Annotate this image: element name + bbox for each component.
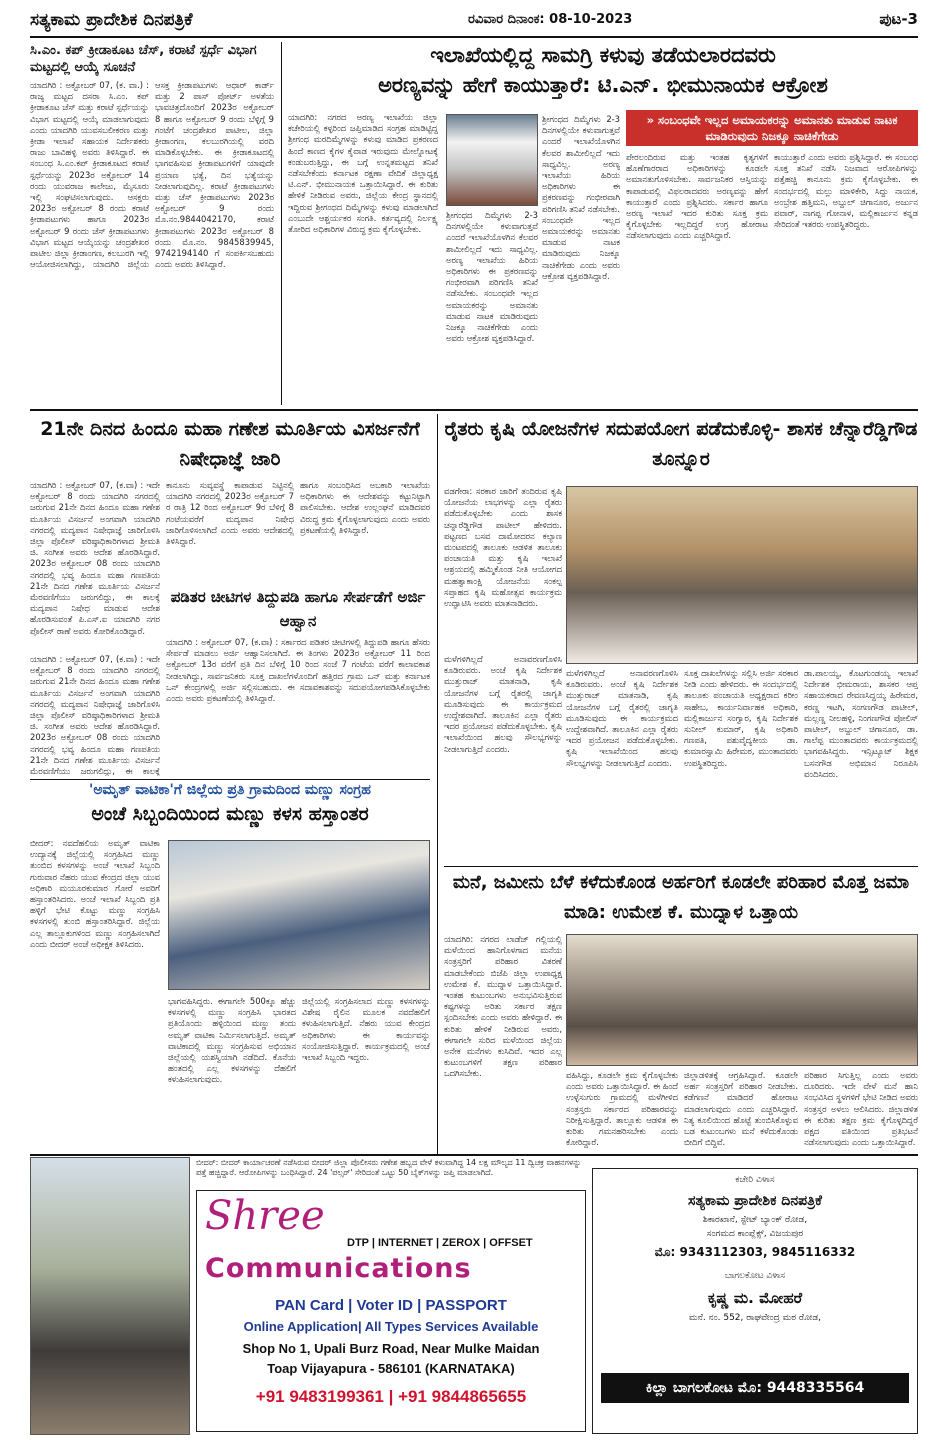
shree-communications-ad	[196, 1190, 586, 1432]
story-amrit-body-col3: ಜಿಲ್ಲೆಯಲ್ಲಿ ಸಂಗ್ರಹಿಸಲಾದ ಮಣ್ಣು ಕಳಸಗಳನ್ನು ವಿಶೇಷ ರೈಲಿನ ಮೂಲಕ ನವದೆಹಲಿಗೆ ಕಳುಹಿಸಲಾಗುತ್ತಿದೆ. ನೆಹರು ಯುವ ಕೇಂದ್ರದ ಅಧಿಕಾರಿಗಳು ಈ ಕಾರ್ಯವನ್ನು ಸಂಯೋಜಿಸುತ್ತಿದ್ದಾರೆ. ಕಾರ್ಯಕ್ರಮದಲ್ಲಿ ಅಂಚೆ ಇಲಾಖೆ ಸಿಬ್ಬಂದಿ ಇದ್ದರು.	[302, 996, 430, 1063]
story-forest-headline-2: ಅರಣ್ಯವನ್ನು ಹೇಗೆ ಕಾಯುತ್ತಾರೆ: ಟಿ.ಎನ್. ಭೀಮುನಾಯಕ ಆಕ್ರೋಶ	[378, 73, 828, 97]
portrait-photo	[446, 114, 538, 206]
story-ganesha-body-col1: ಯಾದಗಿರಿ : ಅಕ್ಟೋಬರ್ 07, (ಕ.ವಾ) : ಇದೇ ಅಕ್ಟೋಬರ್ 8 ರಂದು ಯಾದಗಿರಿ ನಗರದಲ್ಲಿ ಜರುಗುವ 21ನೇ ದಿನದ ಹಿಂದೂ ಮಹಾ ಗಣೇಶ ಮೂರ್ತಿಯ ವಿಸರ್ಜನೆ ಅಂಗವಾಗಿ ಯಾದಗಿರಿ ನಗರದಲ್ಲಿ ಮದ್ಯಪಾನ ನಿಷೇಧಾಜ್ಞೆ ಜಾರಿಗೊಳಿಸಿ ಜಿಲ್ಲಾ ಪೊಲೀಸ್ ವರಿಷ್ಠಾಧಿಕಾರಿಗಳಾದ ಶ್ರೀಮತಿ ಜಿ. ಸಂಗೀತ ಅವರು ಆದೇಶ ಹೊರಡಿಸಿದ್ದಾರೆ. 2023ರ ಅಕ್ಟೋಬರ್ 08 ರಂದು ಯಾದಗಿರಿ ನಗರದಲ್ಲಿ ಭವ್ಯ ಹಿಂದೂ ಮಹಾ ಗಣಪತಿಯ 21ನೇ ದಿನದ ಗಣೇಶ ಮೂರ್ತಿಯ ವಿಸರ್ಜನೆ ಮೆರವಣಿಗೆಯು ಜರುಗಲಿದ್ದು, ಈ ಕಾಲಕ್ಕೆ ಮದ್ಯಪಾನ ನಿಷೇಧ ಮಾಡುವ ಆದೇಶ ಹೊರಡಿಸುವಂತೆ ಪಿ.ಎಸ್.ಐ ಯಾದಗಿರಿ ನಗರ ಪೊಲೀಸ್ ಠಾಣೆ ಅವರು ಕೋರಿಕೊಂಡಿದ್ದಾರೆ.	[30, 480, 160, 636]
story-amrit-body-col1: ಬೀದರ್: ನವದೆಹಲಿಯ ಅಮೃತ್ ವಾಟಿಕಾ ಉದ್ಯಾನಕ್ಕೆ ಜಿಲ್ಲೆಯಲ್ಲಿ ಸಂಗ್ರಹಿಸಿದ ಮಣ್ಣು ತುಂಬಿದ ಕಳಸಗಳನ್ನು ಅಂಚೆ ಇಲಾಖೆ ಸಿಬ್ಬಂದಿ ಗುರುವಾರ ನೆಹರು ಯುವ ಕೇಂದ್ರದ ಜಿಲ್ಲಾ ಯುವ ಅಧಿಕಾರಿ ಮಯೂರಕುಮಾರ ಗೋರೆ ಅವರಿಗೆ ಹಸ್ತಾಂತರಿಸಿದರು. ಅಂಚೆ ಇಲಾಖೆ ಸಿಬ್ಬಂದಿ ಪ್ರತಿ ಹಳ್ಳಿಗೆ ಭೇಟಿ ಕೊಟ್ಟು ಮಣ್ಣು ಸಂಗ್ರಹಿಸಿ ಕಳಸಗಳಲ್ಲಿ ತುಂಬಿ ಹಸ್ತಾಂತರಿಸಿದ್ದಾರೆ. ಜಿಲ್ಲೆಯ ಎಲ್ಲ ತಾಲ್ಲೂಕುಗಳಿಂದ ಮಣ್ಣು ಸಂಗ್ರಹಿಸಲಾಗಿದೆ ಎಂದು ಬೀದರ್ ಅಂಚೆ ಅಧೀಕ್ಷಕ ತಿಳಿಸಿದರು.	[30, 838, 160, 949]
bagalkot-person: ಕೃಷ್ಣ ಮ. ಮೋಹರೆ	[707, 1289, 803, 1307]
story-amrit-headline: ಅಂಚೆ ಸಿಬ್ಬಂದಿಯಿಂದ ಮಣ್ಣು ಕಳಸ ಹಸ್ತಾಂತರ	[91, 803, 369, 825]
shree-brand: Communications	[205, 1253, 472, 1284]
story-ration-body: ಯಾದಗಿರಿ : ಅಕ್ಟೋಬರ್ 07, (ಕ.ವಾ) : ಸರ್ಕಾರದ ಪಡಿತರ ಚೀಟಿಗಳಲ್ಲಿ ತಿದ್ದುಪಡಿ ಹಾಗೂ ಹೆಸರು ಸೇರ್ಪಡೆ ಮಾಡಲು ಅರ್ಜಿ ಆಹ್ವಾನಿಸಲಾಗಿದೆ. ಈ ತಿಂಗಳು 2023ರ ಅಕ್ಟೋಬರ್ 11 ರಿಂದ ಅಕ್ಟೋಬರ್ 13ರ ವರೆಗೆ ಪ್ರತಿ ದಿನ ಬೆಳಿಗ್ಗೆ 10 ರಿಂದ ಸಂಜೆ 7 ಗಂಟೆಯ ವರೆಗೆ ಕಾಲಾವಕಾಶ ನೀಡಲಾಗಿದ್ದು, ಸಾರ್ವಜನಿಕರು ಸೂಕ್ತ ದಾಖಲೆಗಳೊಂದಿಗೆ ಹತ್ತಿರದ ಗ್ರಾಮ ಒನ್ ಮತ್ತು ಕರ್ನಾಟಕ ಒನ್ ಕೇಂದ್ರಗಳಲ್ಲಿ ಅರ್ಜಿ ಸಲ್ಲಿಸಬಹುದು. ಈ ಸದಾವಕಾಶವನ್ನು ಸದುಪಯೋಗಪಡಿಸಿಕೊಳ್ಳಬೇಕು ಎಂದು ಅವರು ಪ್ರಕಟಣೆಯಲ್ಲಿ ತಿಳಿಸಿದ್ದಾರೆ.	[166, 637, 430, 704]
shree-logo: Shree	[205, 1193, 325, 1239]
story-forest-body-col3: ಪೇರಲಂದಿರುವ ಮತ್ತು ಇಂತಹ ಕೃತ್ಯಗಳಿಗೆ ಹೊಣೆಗಾರರಾದ ಅಧಿಕಾರಿಗಳನ್ನು ಕೂಡಲೇ ಅಮಾನತುಗೊಳಿಸಬೇಕು. ಸಾರ್ವಜನಿಕರ ಆಸ್ತಿಯನ್ನು ಕಾಪಾಡುವಲ್ಲಿ ವಿಫಲರಾದವರು ಅರಣ್ಯವನ್ನು ಹೇಗೆ ಕಾಯುತ್ತಾರೆ ಎಂದು ಪ್ರಶ್ನಿಸಿದರು. ಸರ್ಕಾರ ಹಾಗೂ ಅರಣ್ಯ ಇಲಾಖೆ ಇದರ ಕುರಿತು ಸೂಕ್ತ ಕ್ರಮ ಕೈಗೊಳ್ಳಬೇಕು ಇಲ್ಲದಿದ್ದರೆ ಉಗ್ರ ಹೋರಾಟ ನಡೆಸಲಾಗುವುದು ಎಂದು ಎಚ್ಚರಿಸಿದ್ದಾರೆ.	[626, 152, 768, 241]
office-address2: ಸಂಗಮದ ಕಾಂಪ್ಲೆಕ್ಸ್, ವಿಜಯಪುರ	[706, 1229, 804, 1239]
story-ganesha-headline: 21ನೇ ದಿನದ ಹಿಂದೂ ಮಹಾ ಗಣೇಶ ಮೂರ್ತಿಯ ವಿಸರ್ಜನೆಗೆ ನಿಷೇಧಾಜ್ಞೆ ಜಾರಿ	[40, 418, 420, 470]
story-ration-headline: ಪಡಿತರ ಚೀಟಿಗಳ ತಿದ್ದುಪಡಿ ಹಾಗೂ ಸೇರ್ಪಡೆಗೆ ಅರ್ಜಿ ಆಹ್ವಾನ	[170, 588, 426, 630]
publication-name: ಸತ್ಯಕಾಮ ಪ್ರಾದೇಶಿಕ ದಿನಪತ್ರಿಕೆ	[30, 10, 193, 30]
story-forest-body-col4: ಕಾಯುತ್ತಾರೆ ಎಂದು ಅವರು ಪ್ರಶ್ನಿಸಿದ್ದಾರೆ. ಈ ಸಂಬಂಧ ಸೂಕ್ತ ತನಿಖೆ ನಡೆಸಿ ನಿಜವಾದ ಆರೋಪಿಗಳನ್ನು ಪತ್ತೆಹಚ್ಚಿ ಕಾನೂನು ಕ್ರಮ ಕೈಗೊಳ್ಳಬೇಕು. ಈ ಸಂದರ್ಭದಲ್ಲಿ ಮಲ್ಲು ಮಾಳಿಕೇರಿ, ಸಿದ್ದು ನಾಯಕ, ಅಂಬ್ರೇಶ ಹತ್ತಿಮನಿ, ಅಬ್ದುಲ್ ಚಿಗಾನೂರ, ಅರ್ಜುನ ಪವಾರ್, ನಾಗಪ್ಪ ಗೋನಾಳ, ಮಲ್ಲಿಕಾರ್ಜುನ ಕನ್ನಡ ಸೇರಿದಂತೆ ಇತರರು ಉಪಸ್ಥಿತರಿದ್ದರು.	[774, 152, 918, 230]
shree-line4: Toap Vijayapura - 586101 (KARNATAKA)	[267, 1361, 515, 1376]
bottom-section-rule	[30, 1154, 918, 1156]
section-rule-right	[444, 866, 918, 867]
office-address1: ಶಿಕಾರಖಾನೆ, ಸ್ಟೇಟ್ ಬ್ಯಾಂಕ್ ರೋಡ,	[702, 1215, 808, 1225]
story-farmers-intro: ವಡಗೇರಾ: ಸರಕಾರ ಜಾರಿಗೆ ತಂದಿರುವ ಕೃಷಿ ಯೋಜನೆಯ ಲಾಭಗಳನ್ನು ಎಲ್ಲಾ ರೈತರು ಪಡೆದುಕೊಳ್ಳಬೇಕು ಎಂದು ಶಾಸಕ ಚನ್ನಾರೆಡ್ಡಿಗೌಡ ಪಾಟೀಲ್ ಹೇಳಿದರು. ಪಟ್ಟಣದ ಬಸವ ದಾಮೋದರನ ಕಲ್ಯಾಣ ಮಂಟಪದಲ್ಲಿ ತಾಲೂಕು ಆಡಳಿತ ತಾಲೂಕು ಪಂಚಾಯತಿ ಮತ್ತು ಕೃಷಿ ಇಲಾಖೆ ಆಶ್ರಯದಲ್ಲಿ ಹಮ್ಮಿಕೊಂಡ ನೀತಿ ಆಯೋಗದ ಮಹತ್ವಾಕಾಂಕ್ಷಿ ಯೋಜನೆಯ ಸಂಕಲ್ಪ ಸಪ್ತಾಹದ ಕೃಷಿ ಮಹೋತ್ಸವ ಕಾರ್ಯಕ್ರಮ ಉದ್ಘಾಟಿಸಿ ಅವರು ಮಾತನಾಡಿದರು.	[444, 486, 562, 609]
column-divider-middle	[437, 414, 438, 1154]
story-forest-body-col2b: ಶ್ರೀಗಂಧದ ದಿಮ್ಮೆಗಳು 2-3 ದಿನಗಳಲ್ಲಿಯೇ ಕಳುವಾಗುತ್ತವೆ ಎಂದರೆ ಇಲಾಖೆಯೊಳಗಿನ ಕೆಲವರ ಶಾಮೀಲಿಲ್ಲದೆ ಇದು ಸಾಧ್ಯವಿಲ್ಲ. ಅರಣ್ಯ ಇಲಾಖೆಯ ಹಿರಿಯ ಅಧಿಕಾರಿಗಳು ಈ ಪ್ರಕರಣವನ್ನು ಗಂಭೀರವಾಗಿ ಪರಿಗಣಿಸಿ ತನಿಖೆ ನಡೆಸಬೇಕು. ಸಂಬಂಧವೇ ಇಲ್ಲದ ಅಮಾಯಕರನ್ನು ಅಮಾನತು ಮಾಡುವ ನಾಟಕ ಮಾಡಿರುವುದು ನಿಜಕ್ಕೂ ನಾಚಿಕೆಗೇಡು ಎಂದು ಅವರು ಆಕ್ರೋಶ ವ್ಯಕ್ತಪಡಿಸಿದ್ದಾರೆ.	[446, 210, 538, 344]
story-compensation-body-col2: ವಹಿಸಿದ್ದು, ಕೂಡಲೇ ಕ್ರಮ ಕೈಗೊಳ್ಳಬೇಕು ಎಂದು ಅವರು ಒತ್ತಾಯಿಸಿದ್ದಾರೆ. ಈ ಹಿಂದೆ ಉಳ್ಳೆಸುಗುರು ಗ್ರಾಮದಲ್ಲಿ ಮಳೆಗೀಳಿದ ಸಂತ್ರಸ್ತರು ಸರ್ಕಾರದ ಪರಿಹಾರವನ್ನು ನಿರೀಕ್ಷಿಸುತ್ತಿದ್ದಾರೆ. ತಾಲ್ಲೂಕು ಆಡಳಿತ ಈ ಕುರಿತು ಗಮನಹರಿಸಬೇಕು ಎಂದು ಕೋರಿದ್ದಾರೆ.	[566, 1070, 678, 1148]
issue-date: ರವಿವಾರ ದಿನಾಂಕ: 08-10-2023	[468, 12, 633, 27]
story-ganesha-body-col2: ಕಾನೂನು ಸುವ್ಯವಸ್ಥೆ ಕಾಪಾಡುವ ನಿಟ್ಟಿನಲ್ಲಿ ಯಾದಗಿರಿ ನಗರದಲ್ಲಿ 2023ರ ಅಕ್ಟೋಬರ್ 7 ರ ರಾತ್ರಿ 12 ರಿಂದ ಅಕ್ಟೋಬರ್ 9ರ ಬೆಳಿಗ್ಗೆ 8 ಗಂಟೆಯವರೆಗೆ ಮದ್ಯಪಾನ ನಿಷೇಧ ಜಾರಿಗೊಳಿಸಲಾಗಿದೆ ಎಂದು ಅವರು ಆದೇಶದಲ್ಲಿ ತಿಳಿಸಿದ್ದಾರೆ.	[166, 480, 294, 547]
callout-banner: » ಸಂಬಂಧವೇ ಇಲ್ಲದ ಅಮಾಯಕರನ್ನು ಅಮಾನತು ಮಾಡುವ ನಾಟಕ ಮಾಡಿರುವುದು ನಿಜಕ್ಕೂ ನಾಚಿಕೆಗೇಡು	[626, 110, 918, 146]
story-amrit-body-col2: ಭಾಗವಹಿಸಿದ್ದರು. ಈಗಾಗಲೇ 500ಕ್ಕೂ ಹೆಚ್ಚು ಕಳಸಗಳಲ್ಲಿ ಮಣ್ಣು ಸಂಗ್ರಹಿಸಿ ಭಾರತದ ಪ್ರತಿಯೊಂದು ಹಳ್ಳಿಯಿಂದ ಮಣ್ಣು ತಂದು ಅಮೃತ್ ವಾಟಿಕಾ ನಿರ್ಮಿಸಲಾಗುತ್ತಿದೆ. ಅಮೃತ್ ವಾಟಿಕಾದಲ್ಲಿ ಮಣ್ಣು ಸಂಗ್ರಹಿಸುವ ಅಭಿಯಾನ ಜಿಲ್ಲೆಯಲ್ಲಿ ಯಶಸ್ವಿಯಾಗಿ ನಡೆದಿದೆ. ಕೊನೆಯ ಹಂತದಲ್ಲಿ ಎಲ್ಲ ಕಳಸಗಳನ್ನು ದೆಹಲಿಗೆ ಕಳುಹಿಸಲಾಗುವುದು.	[168, 996, 296, 1085]
bagalkot-mobile-bar: ಕಿಲ್ಲಾ ಬಾಗಲಕೋಟ ಮೊ: 9448335564	[601, 1373, 909, 1403]
column-divider	[281, 42, 282, 405]
office-mobile: ಮೊ: 9343112303, 9845116332	[654, 1245, 856, 1259]
story-forest	[288, 40, 918, 408]
section-rule-left	[30, 779, 430, 780]
story-forest-headline-1: ಇಲಾಖೆಯಲ್ಲಿದ್ದ ಸಾಮಗ್ರಿ ಕಳುವು ತಡೆಯಲಾರದವರು	[430, 43, 776, 67]
bagalkot-header: ಬಾಗಲಕೋಟ ವಿಳಾಸ	[724, 1271, 786, 1281]
bikes-caption: ಬೀದರ್: ಬೀದರ್ ಕಾರ್ಯಾಚರಣೆ ನಡೆಸಿರುವ ಬೀದರ್ ಜಿಲ್ಲಾ ಪೊಲೀಸರು ಗಣೇಶ ಹಬ್ಬದ ವೇಳೆ ಕಳುವಾಗಿದ್ದ 14 ಲಕ್ಷ ಮೌಲ್ಯದ 11 ದ್ವಿಚಕ್ರ ವಾಹನಗಳನ್ನು ಪತ್ತೆ ಹಚ್ಚಿದ್ದಾರೆ. ಆರೋಪಿಗಳನ್ನು ಬಂಧಿಸಿದ್ದಾರೆ. 24 'ಪಲ್ಸರ್' ಸೇರಿದಂತೆ ಒಟ್ಟು 50 ಬೈಕ್‌ಗಳನ್ನು ಜಪ್ತಿ ಮಾಡಲಾಗಿದೆ.	[196, 1158, 582, 1177]
story-cm-cup	[30, 42, 274, 407]
shree-line3: Shop No 1, Upali Burz Road, Near Mulke Maidan	[242, 1341, 540, 1356]
office-pub-name: ಸತ್ಯಕಾಮ ಪ್ರಾದೇಶಿಕ ದಿನಪತ್ರಿಕೆ	[688, 1193, 822, 1209]
story-forest-body-col2: ಶ್ರೀಗಂಧದ ದಿಮ್ಮೆಗಳು 2-3 ದಿನಗಳಲ್ಲಿಯೇ ಕಳುವಾಗುತ್ತವೆ ಎಂದರೆ ಇಲಾಖೆಯೊಳಗಿನ ಕೆಲವರ ಶಾಮೀಲಿಲ್ಲದೆ ಇದು ಸಾಧ್ಯವಿಲ್ಲ. ಅರಣ್ಯ ಇಲಾಖೆಯ ಹಿರಿಯ ಅಧಿಕಾರಿಗಳು ಈ ಪ್ರಕರಣವನ್ನು ಗಂಭೀರವಾಗಿ ಪರಿಗಣಿಸಿ ತನಿಖೆ ನಡೆಸಬೇಕು. ಸಂಬಂಧವೇ ಇಲ್ಲದ ಅಮಾಯಕರನ್ನು ಅಮಾನತು ಮಾಡುವ ನಾಟಕ ಮಾಡಿರುವುದು ನಿಜಕ್ಕೂ ನಾಚಿಕೆಗೇಡು ಎಂದು ಅವರು ಆಕ್ರೋಶ ವ್ಯಕ್ತಪಡಿಸಿದ್ದಾರೆ.	[542, 114, 620, 281]
story-amrit-kicker: 'ಅಮೃತ್ ವಾಟಿಕಾ'ಗೆ ಜಿಲ್ಲೆಯ ಪ್ರತಿ ಗ್ರಾಮದಿಂದ ಮಣ್ಣು ಸಂಗ್ರಹ	[89, 782, 371, 798]
damaged-house-photo	[566, 934, 918, 1066]
shree-line2: Online Application| All Types Services Available	[243, 1319, 539, 1334]
story-compensation-body-col3: ಜಿಲ್ಲಾಡಳಿತಕ್ಕೆ ಆಗ್ರಹಿಸಿದ್ದಾರೆ. ಕೂಡಲೇ ಅರ್ಹ ಸಂತ್ರಸ್ತರಿಗೆ ಪರಿಹಾರ ನೀಡಬೇಕು. ಕಡೆಗಣನೆ ಮಾಡಿದರೆ ಹೋರಾಟ ಮಾಡಲಾಗುವುದು ಎಂದು ಎಚ್ಚರಿಸಿದ್ದಾರೆ. ನಿತ್ಯ ಕೂಲಿಯಿಂದ ಹೊಟ್ಟೆ ತುಂಬಿಸಿಕೊಳ್ಳುವ ಬಡ ಕುಟುಂಬಗಳು ಮನೆ ಕಳೆದುಕೊಂಡು ಬೀದಿಗೆ ಬಿದ್ದಿವೆ.	[684, 1070, 798, 1148]
shree-line1: PAN Card | Voter ID | PASSPORT	[275, 1297, 507, 1314]
story-farmers-body-col2: ಸೂಕ್ತ ದಾಖಲೆಗಳನ್ನು ಸಲ್ಲಿಸಿ ಅರ್ಜಿ ಸರಕಾರ ನೀಡಿ ಎಂದು ಹೇಳಿದರು. ಈ ಸಂದರ್ಭದಲ್ಲಿ ತಾಲೂಕು ಪಂಚಾಯತಿ ಅಧ್ಯಕ್ಷರಾದ ಕರೀಂ ಸಾಹೇಬ, ಕಾರ್ಯನಿರ್ವಾಹಕ ಅಧಿಕಾರಿ, ಮಲ್ಲಿಕಾರ್ಜುನ ಸಂಗ್ವಾರ, ಕೃಷಿ ನಿರ್ದೇಶಕ ಸುನೀಲ್ ಕುಮಾರ್, ಕೃಷಿ ಅಧಿಕಾರಿ ಗಣಪತಿ, ಪಶುವೈದ್ಯಕೀಯ ಡಾ. ಕುಮಾರಸ್ವಾಮಿ ಹಿರೇಮಠ, ಮುಂತಾದವರು ಉಪಸ್ಥಿತರಿದ್ದರು.	[684, 668, 798, 768]
story-cm-cup-headline: ಸಿ.ಎಂ. ಕಪ್ ಕ್ರೀಡಾಕೂಟ ಚೆಸ್, ಕರಾಟೆ ಸ್ಪರ್ಧೆ ವಿಭಾಗ ಮಟ್ಟದಲ್ಲಿ ಆಯ್ಕೆ ಸೂಚನೆ	[30, 43, 257, 75]
story-amrit-vatika	[30, 782, 430, 1150]
office-header: ಕಚೇರಿ ವಿಳಾಸ	[735, 1175, 775, 1185]
story-compensation-body-col1: ಯಾದಗಿರಿ: ನಗರದ ಲಾಡೆಜ್ ಗಲ್ಲಿಯಲ್ಲಿ ಮಳೆಯಿಂದ ಹಾನಿಗೊಳಗಾದ ಮನೆಯ ಸಂತ್ರಸ್ತರಿಗೆ ಪರಿಹಾರ ವಿತರಣೆ ಮಾಡಬೇಕೆಂದು ಬಿಜೆಪಿ ಜಿಲ್ಲಾ ಉಪಾಧ್ಯಕ್ಷ ಉಮೇಶ ಕೆ. ಮುದ್ನಾಳ ಒತ್ತಾಯಿಸಿದ್ದಾರೆ. ಇಂತಹ ಕುಟುಂಬಗಳು ಅನುಭವಿಸುತ್ತಿರುವ ಕಷ್ಟಗಳನ್ನು ಅರಿತು ಸರ್ಕಾರ ತಕ್ಷಣ ಸ್ಪಂದಿಸಬೇಕು ಎಂದು ಅವರು ಹೇಳಿದ್ದಾರೆ. ಈ ಕುರಿತು ಹೇಳಿಕೆ ನೀಡಿರುವ ಅವರು, ಈಗಾಗಲೇ ಸುರಿದ ಮಳೆಯಿಂದ ಜಿಲ್ಲೆಯ ಅನೇಕ ಮನೆಗಳು ಕುಸಿದಿವೆ. ಇದರ ಎಲ್ಲ ಕುಟುಂಬಗಳಿಗೆ ತಕ್ಷಣ ಪರಿಹಾರ ಒದಗಿಸಬೇಕು.	[444, 934, 562, 1079]
story-cm-cup-body: ಯಾದಗಿರಿ : ಅಕ್ಟೋಬರ್ 07, (ಕ. ವಾ.) : ರಾಜ್ಯ ಮಟ್ಟದ ದಸರಾ ಸಿ.ಎಂ. ಕಪ್ ಕ್ರೀಡಾಕೂಟ ಚೆಸ್ ಮತ್ತು ಕರಾಟೆ ಸ್ಪರ್ಧೆಯನ್ನು ವಿಭಾಗ ಮಟ್ಟದಲ್ಲಿ ಆಯ್ಕೆ ಮಾಡಲಾಗುವುದು ಎಂದು ಯಾದಗಿರಿ ಯುವಸಬಲೀಕರಣ ಮತ್ತು ಕ್ರೀಡಾ ಇಲಾಖೆ ಸಹಾಯಕ ನಿರ್ದೇಶಕರು ರಾಜು ಬಾವಿಹಳ್ಳಿ ಅವರು ತಿಳಿಸಿದ್ದಾರೆ. ಈ ಸಂಬಂಧ ಸಿ.ಎಂ.ಕಪ್ ಕ್ರೀಡಾಕೂಟದ ಕರಾಟೆ ಸ್ಪರ್ಧೆಯನ್ನು 2023ರ ಅಕ್ಟೋಬರ್ 14 ರಂದು ಯುವರಾಜ ಕಾಲೇಜು, ಮೈಸೂರು ಇಲ್ಲಿ ಸಂಘಟಿಸಲಾಗುವುದು. ಆಸಕ್ತರು 2023ರ ಅಕ್ಟೋಬರ್ 8 ರಂದು ಕರಾಟೆ ಕ್ರೀಡಾಪಟುಗಳು ಹಾಗೂ 2023ರ ಅಕ್ಟೋಬರ್ 9 ರಂದು ಚೆಸ್ ಕ್ರೀಡಾಪಟುಗಳು ವಿಭಾಗ ಮಟ್ಟದ ಆಯ್ಕೆಯನ್ನು ಚಂದ್ರಶೇಖರ ಪಾಟೀಲ ಜಿಲ್ಲಾ ಕ್ರೀಡಾಂಗಣ, ಕಲಬುರಗಿ ಇಲ್ಲಿ ಆಯೋಜಿಸಲಾಗಿದ್ದು, ಯಾದಗಿರಿ ಜಿಲ್ಲೆಯ ಆಸಕ್ತ ಕ್ರೀಡಾಪಟುಗಳು ಆಧಾರ್ ಕಾರ್ಡ್ ಮತ್ತು 2 ಪಾಸ್ ಪೋರ್ಟ್ ಅಳತೆಯ ಭಾವಚಿತ್ರದೊಂದಿಗೆ 2023ರ ಅಕ್ಟೋಬರ್ 8 ಹಾಗೂ ಅಕ್ಟೋಬರ್ 9 ರಂದು ಬೆಳ್ಳಿಗ್ಗೆ 9 ಗಂಟೆಗೆ ಚಂದ್ರಶೇಖರ ಪಾಟೀಲ, ಜಿಲ್ಲಾ ಕ್ರೀಡಾಂಗಣ, ಕಲಬುರಗಿಯಲ್ಲಿ ವರದಿ ಮಾಡಿಕೊಳ್ಳಬೇಕು. ಈ ಕ್ರೀಡಾಕೂಟದಲ್ಲಿ ಭಾಗವಹಿಸುವ ಕ್ರೀಡಾಪಟುಗಳಿಗೆ ಯಾವುದೇ ಪ್ರಯಾಣ ಭತ್ಯೆ, ದಿನ ಭತ್ಯೆಯನ್ನು ನೀಡಲಾಗುವುದಿಲ್ಲ. ಕರಾಟೆ ಕ್ರೀಡಾಪಟುಗಳು ಮತ್ತು ಚೆಸ್ ಕ್ರೀಡಾಪಟುಗಳು 2023ರ ಅಕ್ಟೋಬರ್ 9 ರಂದು ಮೊ.ನಂ.9844042170, ಕರಾಟೆ ಕ್ರೀಡಾಪಟುಗಳು 2023ರ ಅಕ್ಟೋಬರ್ 8 ರಂದು ಮೊ.ನಂ. 9845839945, 9742194140 ಗೆ ಸಂಪರ್ಕಿಸಬಹುದು ಎಂದು ಅವರು ತಿಳಿಸಿದ್ದಾರೆ.	[30, 80, 274, 270]
story-farmers	[444, 414, 918, 864]
shree-services: DTP | INTERNET | ZEROX | OFFSET	[347, 1237, 533, 1249]
story-compensation	[444, 868, 918, 1152]
office-info-box	[592, 1168, 918, 1434]
ribbon-cutting-photo	[566, 486, 918, 664]
story-farmers-body-col3: ಡಾ.ಪಾಲಯ್ಯ, ಕೊಟಗುಂಡಯ್ಯ ಇಲಾಖೆ ನಿರ್ದೇಶಕ ಭೀಮರಾಯ, ಶಾಸಕರ ಆಪ್ತ ಸಹಾಯಕರಾದ ರೇವಣಸಿದ್ದಯ್ಯ ಹಿರೇಮಠ, ಕರಣ್ಣ ಇಟಗಿ, ಸಂಗಣಗೌಡ ಪಾಟೀಲ್, ಮಲ್ಲಣ್ಣ ನೀಲಹಳ್ಳಿ, ನಿಂಗಣಗೌಡ ಪೋಲಿಸ್ ಪಾಟೀಲ್, ಅಬ್ದುಲ್ ಚಿಗಾನೂರ, ಡಾ. ಗಾಲೆಪ್ಪ ಮುಂತಾದವರು ಕಾರ್ಯಕ್ರಮದಲ್ಲಿ ಭಾಗವಹಿಸಿದ್ದರು. ಇನ್ಸಿಟ್ಯೂಟ್ ಶಿಕ್ಷಕ ಬಸನಗೌಡ ಅಭಿಮಾನ ನಿರೂಪಿಸಿ ವಂದಿಸಿದರು.	[804, 668, 918, 779]
story-compensation-body-col4: ಪರಿಹಾರ ಸಿಗುತ್ತಿಲ್ಲ ಎಂದು ಅವರು ದೂರಿದರು. ಇದೇ ವೇಳೆ ಮನೆ ಹಾನಿ ಸಂಭವಿಸಿದ ಸ್ಥಳಗಳಿಗೆ ಭೇಟಿ ನೀಡಿದ ಅವರು ಸಂತ್ರಸ್ತರ ಅಳಲು ಆಲಿಸಿದರು. ಜಿಲ್ಲಾಡಳಿತ ಈ ಕುರಿತು ತಕ್ಷಣ ಕ್ರಮ ಕೈಗೊಳ್ಳದಿದ್ದರೆ ಪಕ್ಷದ ವತಿಯಿಂದ ಪ್ರತಿಭಟನೆ ನಡೆಸಲಾಗುವುದು ಎಂದು ಒತ್ತಾಯಿಸಿದ್ದಾರೆ.	[804, 1070, 918, 1148]
page-number: ಪುಟ-3	[879, 10, 918, 28]
story-farmers-headline: ರೈತರು ಕೃಷಿ ಯೋಜನೆಗಳ ಸದುಪಯೋಗ ಪಡೆದುಕೊಳ್ಳಿ- ಶಾಸಕ ಚೆನ್ನಾರೆಡ್ಡಿಗೌಡ ತೂನ್ನೂರ	[444, 418, 918, 470]
amrit-handover-photo	[168, 840, 430, 990]
story-compensation-headline: ಮನೆ, ಜಮೀನು ಬೆಳೆ ಕಳೆದುಕೊಂಡ ಅರ್ಹರಿಗೆ ಕೂಡಲೇ ಪರಿಹಾರ ಮೊತ್ತ ಜಮಾ ಮಾಡಿ: ಉಮೇಶ ಕೆ. ಮುದ್ನಾಳ ಒತ್ತಾಯ	[452, 872, 910, 923]
recovered-bikes-photo	[30, 1157, 190, 1435]
story-ganesha-body-cont: ಯಾದಗಿರಿ : ಅಕ್ಟೋಬರ್ 07, (ಕ.ವಾ) : ಇದೇ ಅಕ್ಟೋಬರ್ 8 ರಂದು ಯಾದಗಿರಿ ನಗರದಲ್ಲಿ ಜರುಗುವ 21ನೇ ದಿನದ ಹಿಂದೂ ಮಹಾ ಗಣೇಶ ಮೂರ್ತಿಯ ವಿಸರ್ಜನೆ ಅಂಗವಾಗಿ ಯಾದಗಿರಿ ನಗರದಲ್ಲಿ ಮದ್ಯಪಾನ ನಿಷೇಧಾಜ್ಞೆ ಜಾರಿಗೊಳಿಸಿ ಜಿಲ್ಲಾ ಪೊಲೀಸ್ ವರಿಷ್ಠಾಧಿಕಾರಿಗಳಾದ ಶ್ರೀಮತಿ ಜಿ. ಸಂಗೀತ ಅವರು ಆದೇಶ ಹೊರಡಿಸಿದ್ದಾರೆ. 2023ರ ಅಕ್ಟೋಬರ್ 08 ರಂದು ಯಾದಗಿರಿ ನಗರದಲ್ಲಿ ಭವ್ಯ ಹಿಂದೂ ಮಹಾ ಗಣಪತಿಯ 21ನೇ ದಿನದ ಗಣೇಶ ಮೂರ್ತಿಯ ವಿಸರ್ಜನೆ ಮೆರವಣಿಗೆಯು ಜರುಗಲಿದ್ದು, ಈ ಕಾಲಕ್ಕೆ	[30, 654, 160, 776]
story-farmers-body-col1: ಮಳೆಗಳಿಗಿಲ್ಲದೆ ಅನಾವರಣಗೊಳಿಸಿ ಕೂಡಿರುವರು. ಅಂಚೆ ಕೃಷಿ ನಿರ್ದೇಶಕ ಮುತ್ತುರಾಜ್ ಮಾತನಾಡಿ, ಕೃಷಿ ಯೋಜನೆಗಳ ಬಗ್ಗೆ ರೈತರಲ್ಲಿ ಜಾಗೃತಿ ಮೂಡಿಸುವುದು ಈ ಕಾರ್ಯಕ್ರಮದ ಉದ್ದೇಶವಾಗಿದೆ. ತಾಲೂಕಿನ ಎಲ್ಲಾ ರೈತರು ಇದರ ಪ್ರಯೋಜನ ಪಡೆದುಕೊಳ್ಳಬೇಕು. ಕೃಷಿ ಇಲಾಖೆಯಿಂದ ಹಲವು ಸೌಲಭ್ಯಗಳನ್ನು ನೀಡಲಾಗುತ್ತಿದೆ ಎಂದರು.	[566, 668, 678, 768]
story-ration-card	[166, 585, 430, 775]
masthead	[22, 6, 922, 34]
masthead-rule	[30, 36, 918, 38]
story-forest-body-col1: ಯಾದಗಿರಿ: ನಗರದ ಅರಣ್ಯ ಇಲಾಖೆಯ ಜಿಲ್ಲಾ ಕಚೇರಿಯಲ್ಲಿ ಕಳ್ಳರಿಂದ ಜಪ್ತಿಮಾಡಿದ ಸಂಗ್ರಹ ಮಾಡಿಟ್ಟಿದ್ದ ಶ್ರೀಗಂಧ ಮರದಿಮ್ಮೆಗಳನ್ನು ಕಳುವು ಮಾಡಿದ ಪ್ರಕರಣದ ಹಿಂದೆ ಕಾಣದ ಕೈಗಳ ಕೈವಾಡ ಇರುವುದು ಮೇಲ್ನೋಟಕ್ಕೆ ಕಂಡುಬರುತ್ತಿದ್ದು, ಈ ಬಗ್ಗೆ ಉನ್ನತಮಟ್ಟದ ತನಿಖೆ ನಡೆಸಬೇಕೆಂದು ಕರ್ನಾಟಕ ರಕ್ಷಣಾ ವೇದಿಕೆ ಜಿಲ್ಲಾಧ್ಯಕ್ಷ ಟಿ.ಎನ್. ಭೀಮುನಾಯಕ ಒತ್ತಾಯಿಸಿದ್ದಾರೆ. ಈ ಕುರಿತು ಹೇಳಿಕೆ ನೀಡಿರುವ ಅವರು, ಜಿಲ್ಲೆಯ ಕೇಂದ್ರ ಸ್ಥಾನದಲ್ಲಿ ಇದ್ದಿರುವ ಶ್ರೀಗಂಧದ ದಿಮ್ಮೆಗಳನ್ನು ಕಳುವು ಮಾಡಲಾಗಿದೆ ಎಂಬುದೇ ಆಶ್ಚರ್ಯಕರ ಸಂಗತಿ. ಕರ್ತವ್ಯದಲ್ಲಿ ನಿರ್ಲಕ್ಷ್ಯ ತೋರಿದ ಅಧಿಕಾರಿಗಳ ವಿರುದ್ಧ ಕ್ರಮ ಕೈಗೊಳ್ಳಬೇಕು.	[288, 112, 438, 235]
story-farmers-body-col1a: ಮಳೆಗಳಿಗಿಲ್ಲದೆ ಅನಾವರಣಗೊಳಿಸಿ ಕೂಡಿರುವರು. ಅಂಚೆ ಕೃಷಿ ನಿರ್ದೇಶಕ ಮುತ್ತುರಾಜ್ ಮಾತನಾಡಿ, ಕೃಷಿ ಯೋಜನೆಗಳ ಬಗ್ಗೆ ರೈತರಲ್ಲಿ ಜಾಗೃತಿ ಮೂಡಿಸುವುದು ಈ ಕಾರ್ಯಕ್ರಮದ ಉದ್ದೇಶವಾಗಿದೆ. ತಾಲೂಕಿನ ಎಲ್ಲಾ ರೈತರು ಇದರ ಪ್ರಯೋಜನ ಪಡೆದುಕೊಳ್ಳಬೇಕು. ಕೃಷಿ ಇಲಾಖೆಯಿಂದ ಹಲವು ಸೌಲಭ್ಯಗಳನ್ನು ನೀಡಲಾಗುತ್ತಿದೆ ಎಂದರು.	[444, 654, 562, 754]
section-rule	[30, 409, 918, 411]
bagalkot-address: ಮನೆ. ನಂ. 552, ರಾಘವೇಂದ್ರ ಮಠ ರೋಡ,	[689, 1313, 821, 1323]
story-ganesha-body-col3: ಹಾಗೂ ಸಂಬಂಧಿಸಿದ ಅಬಕಾರಿ ಇಲಾಖೆಯ ಅಧಿಕಾರಿಗಳು ಈ ಆದೇಶವನ್ನು ಕಟ್ಟುನಿಟ್ಟಾಗಿ ಪಾಲಿಸಬೇಕು. ಆದೇಶ ಉಲ್ಲಂಘನೆ ಮಾಡಿದವರ ವಿರುದ್ಧ ಕ್ರಮ ಕೈಗೊಳ್ಳಲಾಗುವುದು ಎಂದು ಅವರು ಪ್ರಕಟಣೆಯಲ್ಲಿ ತಿಳಿಸಿದ್ದಾರೆ.	[300, 480, 430, 535]
shree-phones: +91 9483199361 | +91 9844865655	[255, 1387, 527, 1406]
